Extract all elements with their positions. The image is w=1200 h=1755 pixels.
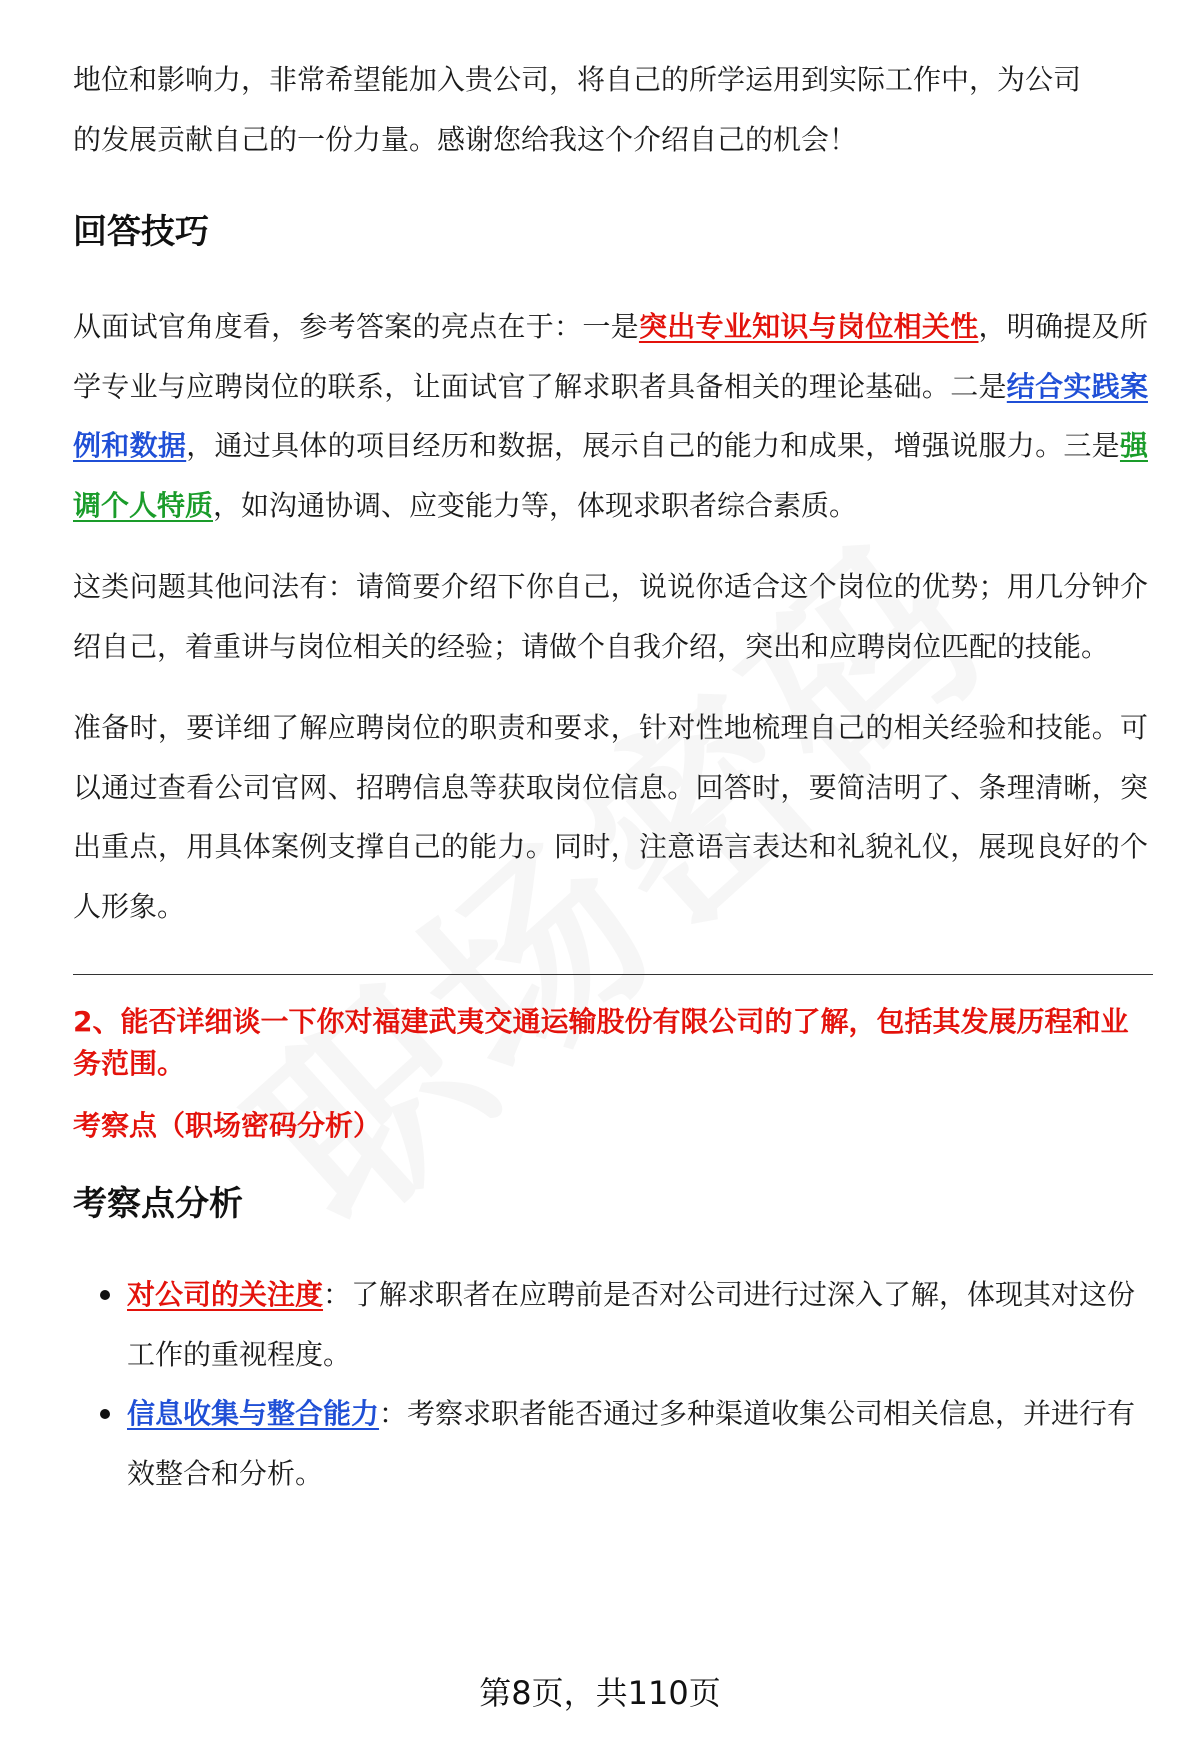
highlight-practice-cases: 结合实践案例和数据: [73, 369, 1148, 462]
other-ways-paragraph: 这类问题其他问法有：请简要介绍下你自己，说说你适合这个岗位的优势；用几分钟介绍自己，着重讲与岗位相关的经验；请做个自我介绍，突出和应聘岗位匹配的技能。: [73, 570, 1148, 663]
list-item: [73, 1384, 1148, 1503]
tips-paragraph: [73, 297, 1148, 535]
list-item: [73, 1265, 1148, 1384]
tips-text-1: 从面试官角度看，参考答案的亮点在于：一是: [73, 310, 639, 343]
tips-text-2: ，明确提及所学专业与应聘岗位的联系，让面试官了解求职者具备相关的理论基础。二是: [73, 310, 1148, 403]
bullet-dot-icon: [100, 1409, 110, 1419]
analysis-list: [73, 1265, 1148, 1503]
bullet-text: ：考察求职者能否通过多种渠道收集公司相关信息，并进行有效整合和分析。: [127, 1397, 1136, 1490]
bullet-title: 对公司的关注度: [127, 1278, 324, 1311]
intro-line-1: 地位和影响力，非常希望能加入贵公司，将自己的所学运用到实际工作中，为公司: [73, 63, 1082, 96]
intro-line-2: 的发展贡献自己的一份力量。感谢您给我这个介绍自己的机会！: [73, 122, 858, 156]
highlight-personal-traits: 强调个人特质: [73, 429, 1148, 522]
tips-heading: 回答技巧: [73, 212, 209, 252]
exam-point-label: 考察点（职场密码分析）: [73, 1109, 382, 1142]
analysis-heading: 考察点分析: [73, 1184, 243, 1224]
section-divider: [73, 974, 1153, 975]
page-footer: 第8页，共110页: [479, 1674, 721, 1712]
tips-text-4: ，如沟通协调、应变能力等，体现求职者综合素质。: [213, 488, 858, 522]
bullet-title: 信息收集与整合能力: [127, 1397, 380, 1430]
question-title: 2、能否详细谈一下你对福建武夷交通运输股份有限公司的了解，包括其发展历程和业务范围。: [73, 1005, 1129, 1080]
highlight-professional-relevance: 突出专业知识与岗位相关性: [638, 310, 979, 343]
bullet-text: ：了解求职者在应聘前是否对公司进行过深入了解，体现其对这份工作的重视程度。: [127, 1278, 1136, 1371]
intro-paragraph: [73, 50, 1148, 169]
bullet-dot-icon: [100, 1290, 110, 1300]
tips-text-3: ，通过具体的项目经历和数据，展示自己的能力和成果，增强说服力。三是: [186, 429, 1120, 462]
prep-paragraph: 准备时，要详细了解应聘岗位的职责和要求，针对性地梳理自己的相关经验和技能。可以通过查看公司官网、招聘信息等获取岗位信息。回答时，要简洁明了、条理清晰，突出重点，用具体案例支撑自己的能力。同时，注意语言表达和礼貌礼仪，展现良好的个人形象。: [73, 711, 1148, 923]
page-content: [73, 50, 1148, 1503]
